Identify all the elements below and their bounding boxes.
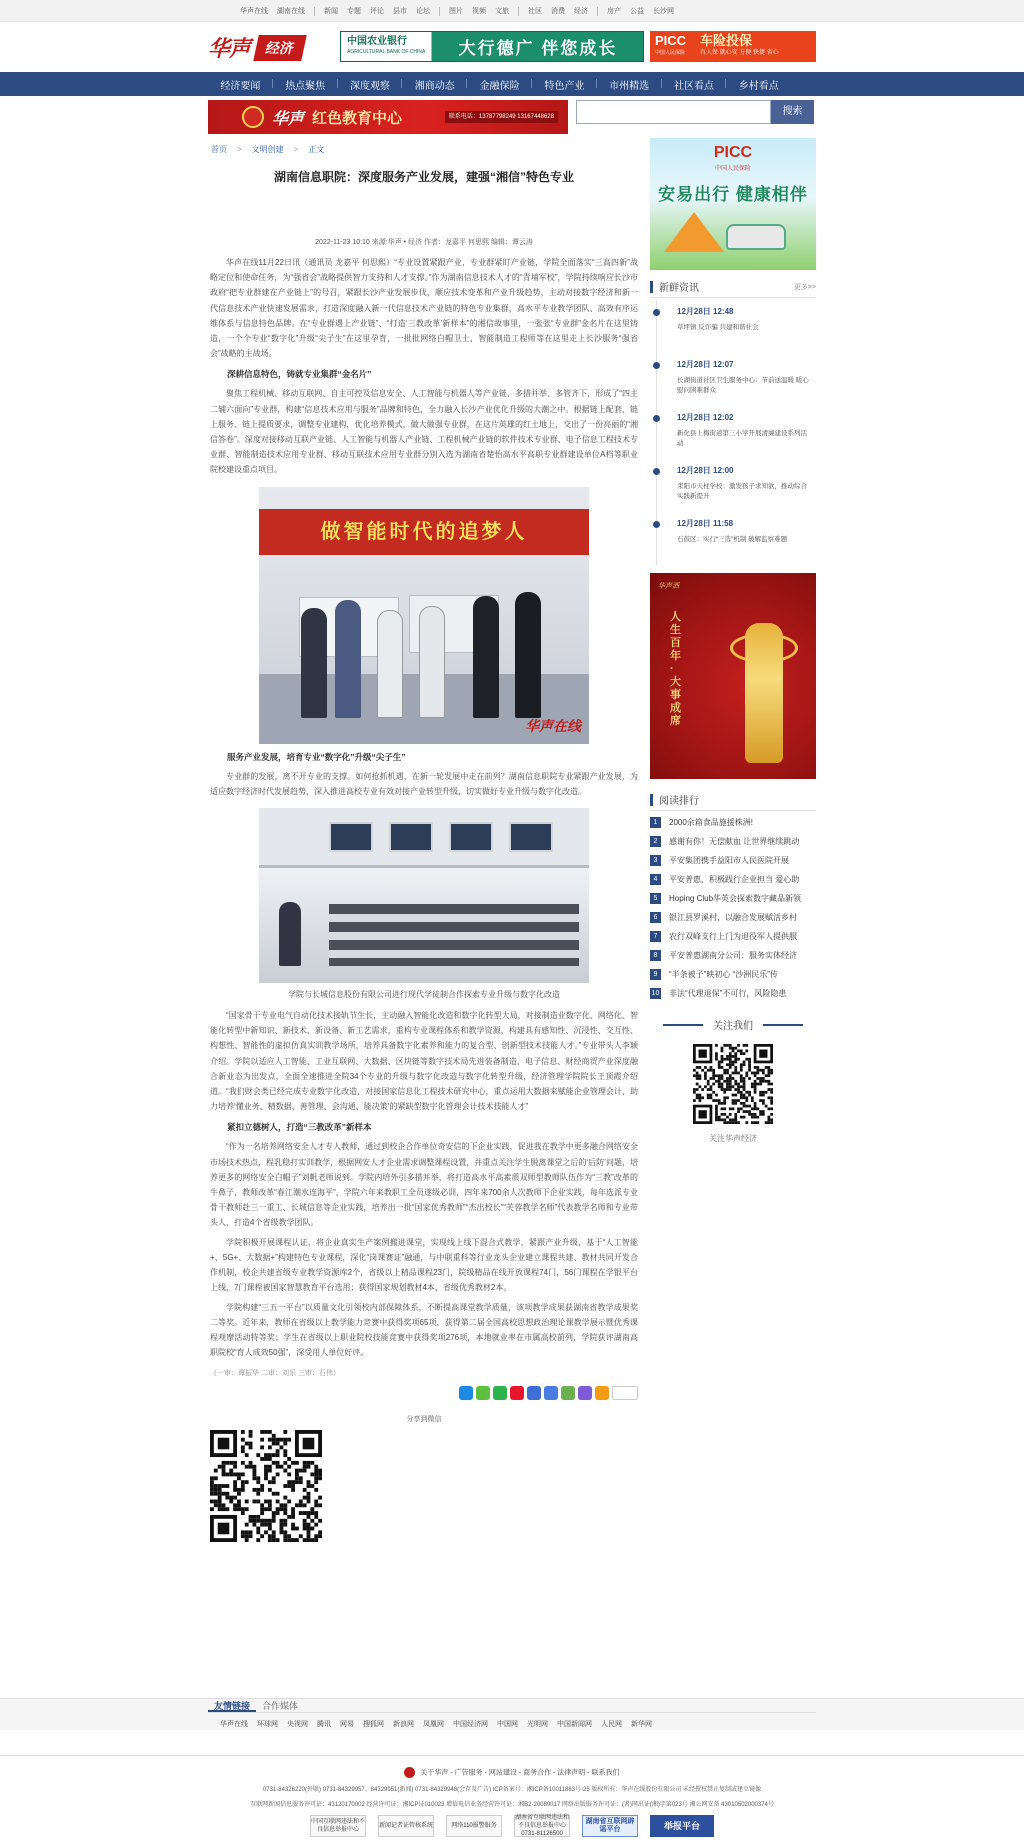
top-link[interactable]: 文旅 <box>495 8 509 15</box>
share-qzone-icon[interactable] <box>459 1386 473 1400</box>
search-input[interactable] <box>576 100 771 124</box>
bottle-icon <box>745 623 783 763</box>
badge-report-platform[interactable]: 举报平台 <box>650 1815 714 1837</box>
rank-item[interactable] <box>650 927 816 946</box>
logo-icon <box>404 1767 415 1778</box>
top-link-group <box>324 6 439 16</box>
news-time: 12月28日 12:02 <box>677 413 734 422</box>
top-link[interactable]: 专题 <box>347 8 361 15</box>
news-time: 12月28日 12:07 <box>677 360 734 369</box>
badge-rumor-platform[interactable]: 湖南省互联网辟谣平台 <box>582 1815 638 1837</box>
top-link[interactable]: 消费 <box>551 8 565 15</box>
news-time: 12月28日 12:48 <box>677 307 734 316</box>
top-link-group <box>607 6 683 16</box>
top-link[interactable]: 公益 <box>630 8 644 15</box>
share-tencent-icon[interactable] <box>544 1386 558 1400</box>
article-photo-students <box>259 487 589 744</box>
badge-police-110[interactable]: 网络110报警服务 <box>446 1815 502 1837</box>
friend-link[interactable]: 搜狐网 <box>363 1721 384 1728</box>
nav-item[interactable]: 市州精选 <box>597 77 662 92</box>
ad-picc-title: 车险投保 <box>700 32 753 48</box>
nav-item[interactable]: 特色产业 <box>532 77 597 92</box>
footer-links-text[interactable]: 关于华声 - 广告服务 - 网站建设 - 商务合作 - 法律声明 - 联系我们 <box>420 1769 620 1777</box>
rank-text[interactable]: 农行双峰支行上门为退役军人提供服 <box>669 932 797 941</box>
ad-side-slogan: 安易出行 健康相伴 <box>658 185 808 204</box>
rank-item[interactable] <box>650 908 816 927</box>
photo-speaker <box>279 902 301 966</box>
paragraph: 学院积极开展课程认证，将企业真实生产案例搬进课堂，实现线上线下混合式教学，紧跟产业升级，基于“人工智能+、5G+、大数据+”构建特色专业课程，深化“岗课赛证”融通，与中联重科等行业龙头企业建立课程共建、教材共同开发合作机制，校企共建省级专业教学资源库2个，省级以上精品课程23门，院级精品在线开放课程74门，56门课程在学银平台上线，7门课程被国家智慧教育平台选用；获得国家规划教材4本、省级优秀教材2本。 <box>210 1237 638 1293</box>
friend-link[interactable]: 央视网 <box>287 1721 308 1728</box>
top-link[interactable]: 评论 <box>370 8 384 15</box>
top-link[interactable]: 论坛 <box>416 8 430 15</box>
footer-contact: 0731-84326220(外联) 0731-84329957、84329951(新闻) 0731-84329948(会存及广告) ICP备案号：湘ICP备10011883号-25 版权所有：华声在线股份有限公司 未经授权禁止复制或建立镜像 <box>262 1787 762 1793</box>
rank-text[interactable]: 平安普惠湖南分公司：服务实体经济 <box>669 951 797 960</box>
footer <box>0 1755 1024 1847</box>
friend-link[interactable]: 新华网 <box>631 1721 652 1728</box>
paragraph: 华声在线11月22日讯（通讯员 龙嘉平 何思熙）“专业设置紧跟产业，专业群紧盯产业链，学院全面落实“三高四新”战略定位和使命任务，为“强省会”战略提供智力支持和人才支撑。”作为湖南信息技术人才的“青埔军校”，学院持续响应长沙市政府“把专业群建在产业链上”的号召，紧跟长沙产业发展步伐，顺应技术变革和产业升级趋势，主动对接数字经济和新一代信息技术产业快速发展需求，打造深度融入新一代信息技术产业链的特色专业集群，高水平专业教学团队、高效有序运维体系与信息特色品牌。在“专业群遇上产业链”、“打造‘三教改革’新样本”的湘信故事里，一张张“专业群”金名片在这里铸造，一个个专业“数字化”升级“尖子生”在这里孕育，一批批网络白帽卫士、智能制造工程师等在这里走上长沙服务“强省会”战略的主战场。 <box>210 258 638 359</box>
share-renren-icon[interactable] <box>561 1386 575 1400</box>
news-time: 12月28日 12:00 <box>677 466 734 475</box>
ad-abc-bank-name: 中国农业银行 <box>347 35 407 47</box>
share-weibo-icon[interactable] <box>510 1386 524 1400</box>
rank-text[interactable]: 2000余箱食品施援株洲! <box>669 818 754 827</box>
ad-picc-text <box>700 34 816 60</box>
rank-list <box>650 813 816 1003</box>
rank-number: 1 <box>650 817 661 828</box>
paragraph: 学院构建“三五一平台”以质量文化引领校内部保障体系，不断提高课堂教学质量，该项教学成果获湖南省教学成果奖二等奖。近年来，教师在省级以上教学能力竞赛中获得奖项65项，获得第二届全国高校思想政治理论课教学展示暨优秀课程观摩活动特等奖；学生在省级以上职业院校技能竞赛中获得奖项276项，本地就业率在市属高校前列，学院获评湖南高职院校“育人成效50强”，深受用人单位好评。 <box>210 1302 638 1358</box>
news-list <box>650 300 816 565</box>
crumb-home[interactable]: 首页 <box>211 144 227 154</box>
badge-report-center[interactable]: 中国互联网违法和不良信息举报中心 <box>310 1815 366 1837</box>
rank-number: 7 <box>650 931 661 942</box>
photo-banner: 做智能时代的追梦人 <box>259 509 589 555</box>
nav-item[interactable]: 热点聚焦 <box>273 77 338 92</box>
ad-abc-bank <box>341 36 433 58</box>
search-box <box>576 100 814 124</box>
nav-item[interactable]: 乡村看点 <box>738 80 779 92</box>
news-item[interactable] <box>656 353 816 406</box>
tent-icon <box>664 212 724 252</box>
chevron-right-icon: > <box>237 144 242 154</box>
rank-number: 6 <box>650 912 661 923</box>
photo-watermark: 华声在线 <box>525 718 581 735</box>
top-link[interactable]: 社区 <box>528 8 542 15</box>
friend-link[interactable]: 新浪网 <box>393 1721 414 1728</box>
share-count <box>612 1386 638 1400</box>
divider <box>597 7 598 16</box>
rank-number: 10 <box>651 990 660 997</box>
rank-title: 阅读排行 <box>659 796 699 807</box>
share-more-icon[interactable] <box>595 1386 609 1400</box>
ad-abc-banner[interactable] <box>340 31 644 62</box>
rank-item[interactable] <box>650 832 816 851</box>
paragraph: 专业群的发展，离不开专业的支撑。如何抢抓机遇，在新一轮发展中走在前列？湖南信息职院专业紧跟产业发展，为适应数字经济时代发展趋势，深入推进高校专业有效对接产业转型升级，切实做好专业升级与数字化改造。 <box>210 771 638 796</box>
top-links <box>240 0 1024 22</box>
nav-item[interactable]: 湘商动态 <box>402 77 467 92</box>
paragraph: “作为一名培养网络安全人才专人教师，通过到校企合作单位奇安信的下企业实践，促进我在教学中更多融合网络安全市场技术热点，程乳稳打实训教学，根据网安人才企业需求调整课程设置，并重点关注学生脱离课堂之后的‘后防’问题，培养更多的网络安全白帽子”刘帆老师说到。学院内培外引多措并举，将打造高水平高素质双师型教师队伍作为“三教”改革的牛鼻子，教师改革“春江潮水连海平”，学院六年来教职工全员遂级必训，四年来700余人次教师下企业实践，每年选派专业骨干教师赴三一重工、长城信息等企业实践，培养出一批“国家优秀教师”“杰出校长”“芙蓉教学名师”代表教学名师和专业带头人，打造4个省级教学团队。 <box>210 1142 638 1228</box>
friend-link[interactable]: 中国网 <box>497 1721 518 1728</box>
friend-link[interactable]: 凤凰网 <box>423 1721 444 1728</box>
badge-hunan-report[interactable]: 湖南省互联网违法和不良信息举报中心 0731-81126500 <box>515 1815 570 1837</box>
photo-person <box>377 610 403 718</box>
news-text[interactable]: 长湖街道社区卫生服务中心：节前送温暖 暖心 慰问困难群众 <box>677 377 809 394</box>
section-heading: 紧扣立德树人，打造“三教改革”新样本 <box>227 1122 372 1133</box>
article-body <box>208 255 640 1545</box>
share-wechat-label: 分享到微信 <box>406 1416 442 1424</box>
tab-friend-links[interactable]: 友情链接 <box>208 1699 256 1712</box>
site-header <box>0 22 1024 72</box>
crumb-section[interactable]: 文明创建 <box>251 144 284 154</box>
search-button[interactable]: 搜索 <box>771 100 814 124</box>
top-link[interactable]: 长沙网 <box>653 8 674 15</box>
rank-number: 8 <box>650 950 661 961</box>
article <box>208 138 640 1545</box>
paragraph: 聚焦工程机械、移动互联网、自主可控及信息安全、人工智能与机器人等产业链，多措并举、多管齐下，形成了“四主二辅六面向”专业群，构建“信息技术应用与服务”品牌和特色，全力融入长沙产业优化升级的大潮之中。根据链上配套、链上服务、链上提质要求，调整专业建构，优化培养模式，做大做强专业群，在这片英雄的红土地上，交出了一份亮丽的“湘信答卷”。深度对接移动互联产业链、人工智能与机器人产业链、工程机械产业链的软件技术专业群、电子信息工程技术专业群、智能制造技术应用专业群、移动互联技术应用专业群分别入选为湖南省楚怡高水平高职专业群建设单位A档等职业院校建设重点项目。 <box>210 389 638 475</box>
main-content <box>0 138 1024 1668</box>
nav-item[interactable]: 经济要闻 <box>208 77 273 92</box>
share-douban-icon[interactable] <box>578 1386 592 1400</box>
subhead <box>0 100 1024 138</box>
section-heading: 深耕信息特色，铸就专业集群“金名片” <box>227 369 372 380</box>
friend-link[interactable]: 腾讯 <box>317 1721 331 1728</box>
section-heading: 服务产业发展，培育专业“数字化”升级“尖子生” <box>227 751 406 762</box>
top-link-group <box>240 6 314 16</box>
emblem-icon <box>242 106 264 128</box>
article-photo-classroom <box>259 808 589 983</box>
news-item[interactable] <box>656 512 816 565</box>
red-banner-title: 红色教育中心 <box>312 109 403 127</box>
follow-qr-code <box>693 1044 773 1124</box>
rank-item[interactable] <box>650 889 816 908</box>
share-wechat-moments-icon[interactable] <box>476 1386 490 1400</box>
news-text[interactable]: 新化县上梅街道第三小学开展清廉建设系列活动 <box>677 430 807 447</box>
rank-item[interactable] <box>650 946 816 965</box>
share-bar <box>210 1386 638 1400</box>
news-item[interactable] <box>656 406 816 459</box>
divider <box>518 7 519 16</box>
ad-picc-sub: 有人保 就心安 方便 快捷 省心 <box>700 49 779 56</box>
news-title: 新鲜资讯 <box>659 283 699 294</box>
nav-item[interactable]: 社区看点 <box>662 77 727 92</box>
ad-picc-logo <box>650 32 700 59</box>
share-wechat-icon[interactable] <box>493 1386 507 1400</box>
news-more-link[interactable]: 更多>> <box>793 283 816 291</box>
breadcrumb <box>208 142 640 156</box>
crumb-current[interactable]: 正文 <box>308 144 325 154</box>
friend-link[interactable]: 光明网 <box>527 1721 548 1728</box>
ad-liquor-slogan: 人生百年·大事成席 <box>670 611 681 727</box>
photo-person <box>419 606 445 718</box>
friend-link[interactable]: 华声在线 <box>220 1721 248 1728</box>
car-icon <box>726 224 786 250</box>
rank-number: 5 <box>650 893 661 904</box>
top-link[interactable]: 华声在线 <box>240 8 268 15</box>
main-nav-list <box>208 77 791 92</box>
photo-screen <box>449 822 493 852</box>
top-link-group <box>528 6 597 16</box>
news-item[interactable] <box>656 300 816 353</box>
follow-us <box>650 1017 816 1144</box>
follow-label: 关注华声经济 <box>709 1134 757 1143</box>
main-nav <box>0 72 1024 96</box>
section-marker <box>650 281 653 293</box>
photo-desks <box>329 904 579 966</box>
rank-item[interactable] <box>650 965 816 984</box>
ad-picc-logo-text: PICC <box>655 32 687 48</box>
photo-screen <box>509 822 553 852</box>
photo-person <box>335 600 361 718</box>
friend-link[interactable]: 中国经济网 <box>453 1721 488 1728</box>
rank-item[interactable] <box>650 984 816 1003</box>
top-link-group <box>449 6 518 16</box>
ad-liquor-side[interactable] <box>650 573 816 779</box>
top-bar <box>0 0 1024 22</box>
news-section-title <box>650 276 816 298</box>
photo-screen <box>389 822 433 852</box>
red-banner-contact: 联系电话：13787798249 13167448628 <box>445 111 558 123</box>
rank-number: 4 <box>650 874 661 885</box>
rank-text[interactable]: 平安集团携手益阳市人民医院开展 <box>669 856 789 865</box>
share-qq-icon[interactable] <box>527 1386 541 1400</box>
ad-side-logo: PICC <box>713 144 753 161</box>
rank-text[interactable]: “半条被子”映初心 “沙洲民乐”传 <box>669 970 778 979</box>
news-text[interactable]: 耒阳市天柱学校：激发孩子求知欲，推动综合实践新提升 <box>677 483 807 500</box>
divider <box>314 7 315 16</box>
rank-text[interactable]: 平安普惠，积极践行企业担当 爱心助 <box>669 875 800 884</box>
ad-picc-logo-sub: 中国人民保险 <box>655 49 686 56</box>
top-link[interactable]: 县市 <box>393 8 407 15</box>
top-link[interactable]: 视频 <box>472 8 486 15</box>
nav-item[interactable]: 金融保险 <box>467 77 532 92</box>
sidebar <box>650 138 816 1144</box>
rank-text[interactable]: Hoping Club华英会探索数字藏品新领 <box>669 894 802 903</box>
rank-number: 9 <box>650 969 661 980</box>
rank-item[interactable] <box>650 851 816 870</box>
logo-brand: 华声 <box>208 36 251 62</box>
red-education-banner[interactable] <box>208 100 568 134</box>
friend-link-list <box>220 1719 1024 1729</box>
news-text[interactable]: 草坪镇 反诈骗 共建和谐社会 <box>677 324 759 331</box>
top-link[interactable]: 湖南在线 <box>277 8 305 15</box>
logo-channel: 经济 <box>253 35 307 61</box>
article-meta: 2022-11-23 10:10 来源:华声 • 经济 作者：龙嘉平 何思熙 编辑：谭云涛 <box>315 239 533 246</box>
photo-person <box>515 592 541 718</box>
rank-item[interactable] <box>650 870 816 889</box>
rank-item[interactable] <box>650 813 816 832</box>
photo-person <box>301 608 327 718</box>
red-banner-brand: 华声 <box>272 108 305 128</box>
ad-abc-bank-en: AGRICULTURAL BANK OF CHINA <box>347 48 426 55</box>
ad-abc-slogan: 大行德广 伴您成长 <box>458 39 618 58</box>
rank-text[interactable]: 非法“代理退保”不可行，风险隐患 <box>669 989 787 998</box>
site-logo[interactable] <box>208 32 304 63</box>
news-text[interactable]: 石鼓区：实行“三选”机制 破解监察难题 <box>677 536 788 543</box>
nav-item[interactable]: 深度观察 <box>338 77 403 92</box>
paragraph: “国家骨干专业电气自动化技术接轨节生长，主动融入智能化改造和数字化转型大局，对接制造业数字化、网络化、智能化转型中新知识、新技术、新设备、新工艺需求，重构专业课程体系和教学资源，构建具有感知性、沉浸性、交互性、构想性、智能性的虚拟仿真实训教学场所，培养具备数字化素养和能力的复合型、创新型技术技能人才。”专业带头人李颖介绍。学院以适应人工智能、工业互联网、大数据、区块链等数字技术局先进装备制造、电子信息、财经商贸产业深度融合新业态为出发点，全面全速推进全院34个专业的升级与数字化改造与数字化转型升级，经济管理学院院长王顶霞介绍道。“我们财会类已经完成专业数字化改造，对接国家信息化工程技术研究中心，重点运用大数据来赋能企业管理会计，助力培养‘懂业务、精数据、善管理、会沟通、能决策’的紧缺型数字化管理会计技术技能人才” <box>210 1011 638 1112</box>
top-link[interactable]: 图片 <box>449 8 463 15</box>
rank-section-title <box>650 789 816 811</box>
friend-link[interactable]: 人民网 <box>601 1721 622 1728</box>
footer-badges <box>0 1815 1024 1837</box>
top-link[interactable]: 经济 <box>574 8 588 15</box>
photo-screen <box>329 822 373 852</box>
wechat-qr-code <box>210 1430 322 1542</box>
friend-link[interactable]: 环球网 <box>257 1721 278 1728</box>
friend-link[interactable]: 网易 <box>340 1721 354 1728</box>
rank-text[interactable]: 银江县罗溪村，以融合发展赋活乡村 <box>669 913 797 922</box>
photo-caption: 学院与长城信息股份有限公司进行现代学徒制合作探索专业升级与数字化改造 <box>288 990 560 1000</box>
ad-liquor-brand: 华声酒 <box>658 583 679 590</box>
tab-partner-media[interactable]: 合作媒体 <box>262 1701 299 1711</box>
rank-text[interactable]: 感谢有你！无偿献血 让世界继续跳动 <box>669 837 800 846</box>
news-time: 12月28日 11:58 <box>677 519 734 528</box>
rank-number: 3 <box>650 855 661 866</box>
ad-side-sub: 中国人民保险 <box>714 166 751 172</box>
divider <box>439 7 440 16</box>
friend-link[interactable]: 中国新闻网 <box>557 1721 592 1728</box>
article-title: 湖南信息职院：深度服务产业发展，建强“湘信”特色专业 <box>273 170 574 184</box>
top-link[interactable]: 新闻 <box>324 8 338 15</box>
footer-links <box>0 1767 1024 1778</box>
editor-credits: （一审：谭振华 二审：刘乐 三审：石伟） <box>210 1370 340 1378</box>
ad-picc-side[interactable] <box>650 138 816 270</box>
friend-links <box>0 1698 1024 1730</box>
follow-title: 关注我们 <box>650 1017 816 1032</box>
footer-licenses: 互联网新闻信息服务许可证：43120170002 经营许可证：湘ICP证010023 增值电信业务经营许可证：湘B2-20080017 网络出版服务许可证：(署)网出证(湘)字第023号 湘公网安备 43010502000374号 <box>250 1802 774 1808</box>
news-item[interactable] <box>656 459 816 512</box>
badge-journalist-check[interactable]: 新闻记者证管核系统 <box>378 1815 434 1837</box>
photo-person <box>473 596 499 718</box>
rank-number: 2 <box>650 836 661 847</box>
section-marker <box>650 794 653 806</box>
top-link[interactable]: 房产 <box>607 8 621 15</box>
chevron-right-icon: > <box>293 144 299 154</box>
ad-picc-banner[interactable] <box>650 31 816 62</box>
friend-tabs <box>208 1699 816 1713</box>
